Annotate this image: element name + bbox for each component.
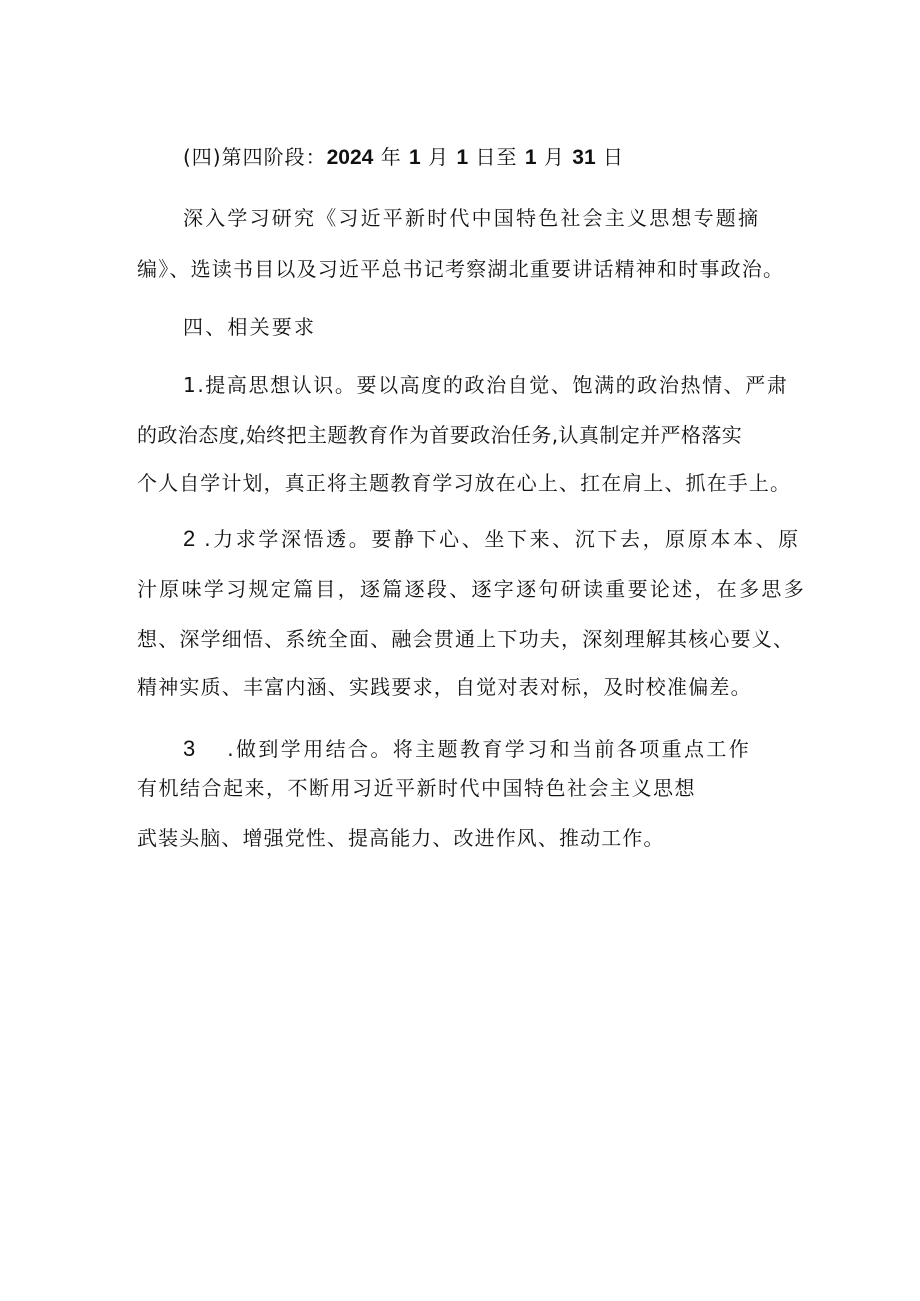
item1-line-3: 个人自学计划，真正将主题教育学习放在心上、扛在肩上、抓在手上。	[137, 471, 792, 495]
requirements-heading: 四、相关要求	[183, 315, 317, 339]
item1-line-1: 1.提高思想认识。要以高度的政治自觉、饱满的政治热情、严肃	[183, 373, 789, 397]
item2-line-2: 汁原味学习规定篇目，逐篇逐段、逐字逐句研读重要论述，在多思多	[137, 577, 806, 601]
phase4-body-line-2: 编》、选读书目以及习近平总书记考察湖北重要讲话精神和时事政治。	[137, 257, 785, 281]
phase4-body-line-1: 深入学习研究《习近平新时代中国特色社会主义思想专题摘	[183, 206, 761, 230]
item2-number: 2	[183, 526, 196, 551]
heading-prefix: (四)第四阶段：	[183, 145, 327, 169]
item2-line-1: 2 .力求学深悟透。要静下心、坐下来、沉下去，原原本本、原	[183, 526, 801, 551]
section-heading-phase4: (四)第四阶段：2024 年 1 月 1 日至 1 月 31 日	[183, 145, 624, 169]
item3-line-1: 3 .做到学用结合。将主题教育学习和当前各项重点工作	[183, 736, 752, 761]
item3-line-2: 有机结合起来，不断用习近平新时代中国特色社会主义思想	[137, 776, 696, 800]
item3-line-3: 武装头脑、增强党性、提高能力、改进作风、推动工作。	[137, 826, 665, 850]
year: 2024	[326, 146, 374, 169]
item1-line-2: 的政治态度,始终把主题教育作为首要政治任务,认真制定并严格落实	[137, 423, 743, 447]
item2-line-4: 精神实质、丰富内涵、实践要求，自觉对表对标，及时校准偏差。	[137, 675, 752, 699]
item3-number: 3	[183, 736, 196, 761]
item2-line-3: 想、深学细悟、系统全面、融会贯通上下功夫，深刻理解其核心要义、	[137, 627, 795, 651]
